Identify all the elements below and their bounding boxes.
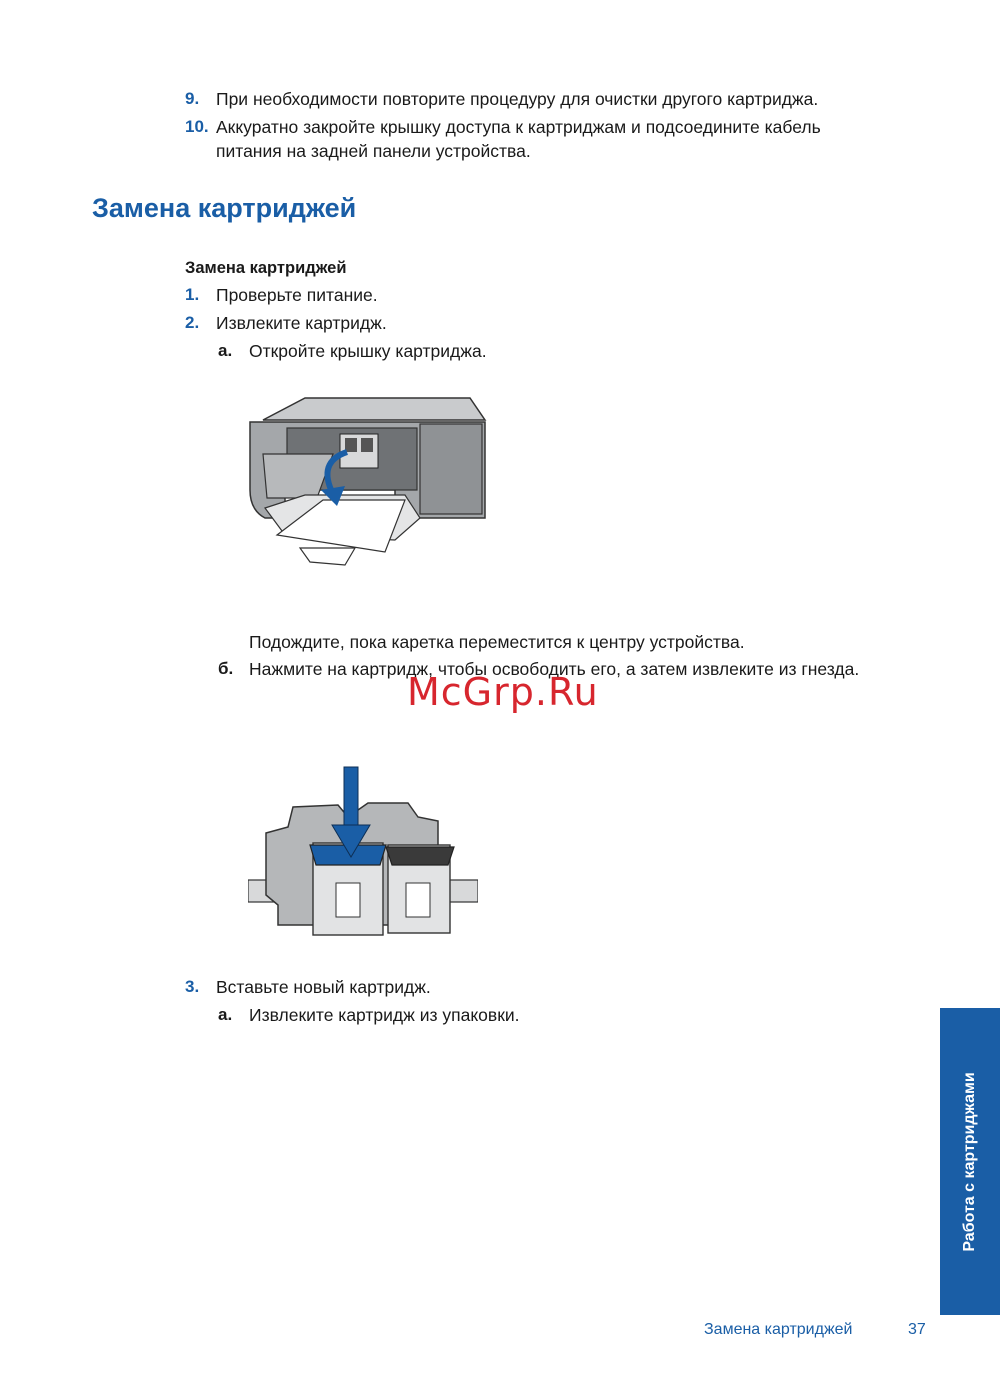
step-1-text: Проверьте питание. [216,285,378,305]
step-1-number: 1. [185,285,200,304]
substep-2b-letter: б [218,659,229,678]
step-2-text: Извлеките картридж. [216,313,387,333]
cartridge-left [345,438,357,452]
color-cartridge-label [336,883,360,917]
footer-title: Замена картриджей [704,1321,853,1338]
black-cartridge-top [386,847,454,865]
step-10-text-line2: питания на задней панели устройства. [216,141,531,161]
procedure-title: Замена картриджей [185,259,347,277]
substep-3a: а. [218,1005,233,1024]
substep-2a-letter: а [218,341,228,360]
chapter-side-tab [940,1008,1000,1315]
cartridge-press-illustration [248,765,478,950]
step-2-number: 2. [185,313,200,332]
wait-note: Подождите, пока каретка переместится к центру устройства. [249,632,745,652]
step-3-text: Вставьте новый картридж. [216,977,431,997]
substep-2a: а. [218,341,233,360]
substep-2b-text: Нажмите на картридж, чтобы освободить его, а затем извлеките из гнезда. [249,659,860,679]
watermark-text: McGrp.Ru [407,670,599,714]
press-arrow-shaft [344,767,358,829]
black-cartridge-label [406,883,430,917]
substep-2b: б. [218,659,234,678]
printer-side-panel [420,424,482,514]
step-3-number: 3. [185,977,200,996]
footer-page-number: 37 [908,1321,926,1338]
section-title: Замена картриджей [92,193,357,223]
step-10-text-line1: Аккуратно закройте крышку доступа к картриджам и подсоедините кабель [216,117,821,137]
substep-3a-text: Извлеките картридж из упаковки. [249,1005,520,1025]
substep-3a-letter: а [218,1005,228,1024]
chapter-side-tab-label: Работа с картриджами [961,1071,978,1252]
cartridge-right [361,438,373,452]
printer-lid [263,398,485,420]
tray-extender [300,548,355,565]
step-9-number: 9. [185,89,200,108]
substep-2a-text: Откройте крышку картриджа. [249,341,487,361]
printer-open-cover-illustration [245,390,490,570]
step-9-text: При необходимости повторите процедуру для очистки другого картриджа. [216,89,819,109]
step-10-number: 10. [185,117,209,136]
